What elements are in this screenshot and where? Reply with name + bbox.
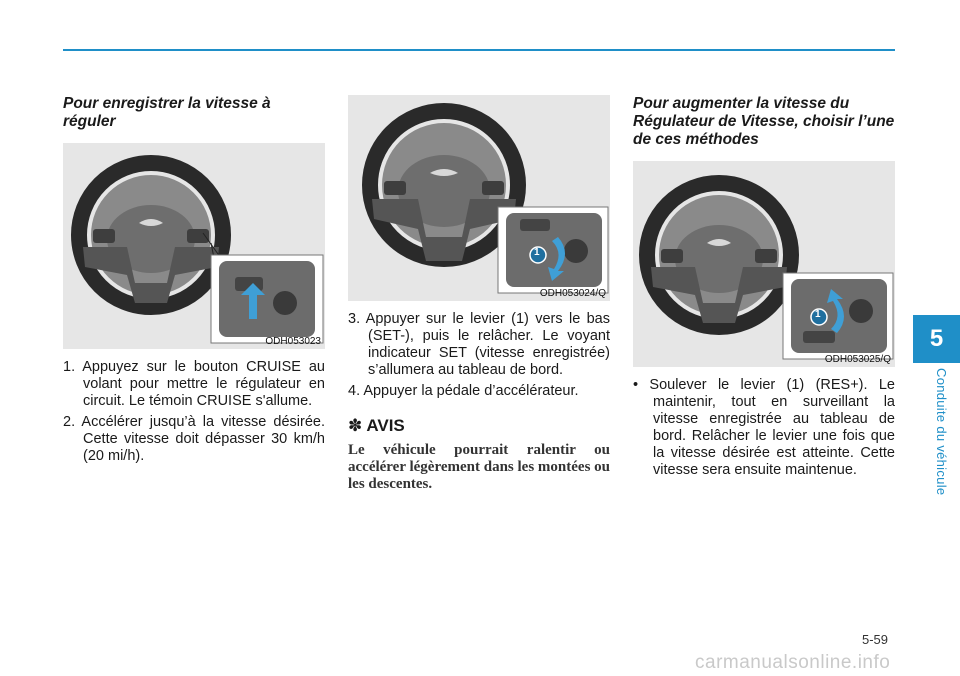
list-item: • Soulever le levier (1) (RES+). Le maintenir, tout en surveillant la vitesse enregistrée au tableau de bord. Relâcher le levier une fois que la vitesse désirée est atteinte. Cette vitesse sera ensuite maintenue. — [633, 377, 895, 478]
steering-wheel-figure-cruise — [63, 143, 325, 349]
section-heading: Pour enregistrer la vitesse à réguler — [63, 95, 271, 130]
figure-label: ODH053023 — [265, 336, 321, 347]
section-heading: Pour augmenter la vitesse du Régulateur de Vitesse, choisir l’une de ces méthodes — [633, 95, 895, 148]
list-item: 1. Appuyez sur le bouton CRUISE au volant pour mettre le régulateur en circuit. Le témoin CRUISE s'allume. — [63, 359, 325, 409]
list-item: 3. Appuyer sur le levier (1) vers le bas (SET-), puis le relâcher. Le voyant indicateur SET (vitesse enregistrée) s’allumera au tableau de bord. — [348, 311, 610, 378]
top-rule — [63, 49, 895, 51]
column-2 — [348, 95, 610, 493]
steering-wheel-illustration — [348, 95, 610, 301]
callout-number: 1 — [534, 247, 540, 258]
page-number: 5-59 — [862, 632, 889, 647]
instruction-list — [63, 359, 325, 465]
chapter-tab[interactable]: 5 — [913, 315, 960, 363]
instruction-list — [348, 311, 610, 400]
notice-title: ✽ AVIS — [348, 416, 405, 435]
chapter-title: Conduite du véhicule — [934, 368, 949, 496]
steering-wheel-figure-set — [348, 95, 610, 301]
instruction-list — [633, 377, 895, 479]
column-1 — [63, 95, 325, 469]
notice-body: Le véhicule pourrait ralentir ou accélérer légèrement dans les montées ou les descentes. — [348, 442, 611, 492]
callout-number: 1 — [815, 309, 821, 320]
figure-label: ODH053024/Q — [539, 288, 606, 299]
list-item: 2. Accélérer jusqu’à la vitesse désirée. Cette vitesse doit dépasser 30 km/h (20 mi/h). — [63, 414, 325, 464]
steering-wheel-illustration — [633, 161, 895, 367]
watermark: carmanualsonline.info — [695, 652, 891, 673]
column-3 — [633, 95, 895, 483]
figure-label: ODH053025/Q — [824, 354, 891, 365]
steering-wheel-illustration — [63, 143, 325, 349]
steering-wheel-figure-res — [633, 161, 895, 367]
list-item: 4. Appuyer la pédale d’accélérateur. — [348, 383, 579, 399]
